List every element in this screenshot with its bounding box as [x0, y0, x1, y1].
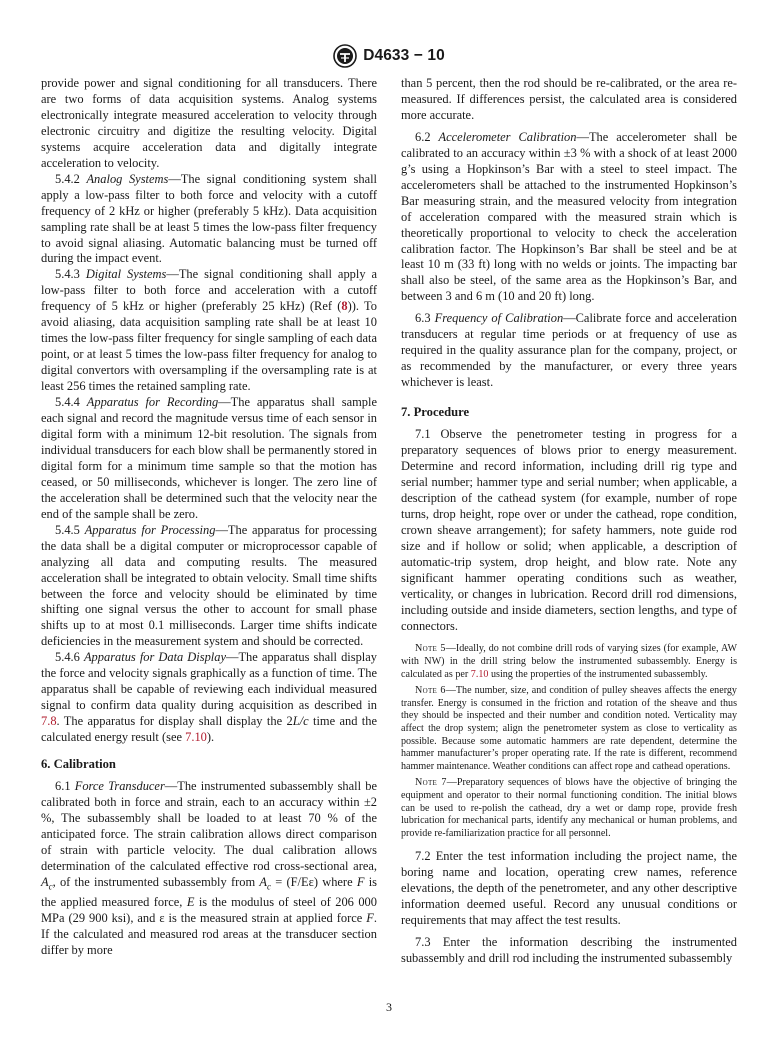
- note-text: —The number, size, and condition of pulley sheaves affects the energy transfer. Energy is consumed in the friction and rotation of the sheave and thus they should be inspected and their number and condition noted. Verticality may affect the drop system; align the penetrometer system as close to verticality as possible. Because some automatic hammers are rate dependent, determine the hammer manufacturer’s proper operating rate. If the rate is different, recommend hammer maintenance. Weather conditions can affect rope and cathead operations.: [401, 685, 737, 772]
- reference-link-7-10[interactable]: 7.10: [185, 730, 207, 745]
- paragraph-intro: provide power and signal conditioning for all transducers. There are two forms of data acquisition systems. Analog systems electronically integrate measured acceleration to velocity through electronic circuitry and digitize the resulting velocity. Digital systems acquire acceleration data and digitally integrate acceleration to velocity.: [41, 76, 377, 170]
- section-title: Force Transducer: [74, 778, 165, 793]
- section-text: . If the calculated and measured rod areas at the transducer section differ by more: [41, 911, 377, 957]
- section-6-1: [41, 779, 377, 959]
- section-number: 6.1: [55, 778, 71, 793]
- section-text: where: [317, 874, 357, 889]
- section-5-4-3: [41, 267, 377, 395]
- section-text: —The apparatus for processing the data shall be a digital computer or microprocessor capable of analyzing all data and computing results. The measured acceleration shall be integrated to obtain velocity. Small time shifts between the force and velocity should be eliminated by time shifting one signal versus the other to account for small phase shifts up to at most 0.1 milliseconds. Larger time shifts indicate deficiencies in the measurement system and should be corrected.: [41, 522, 377, 649]
- section-text: —The signal conditioning shall apply a low-pass filter to both force and acceleration with a cutoff frequency of 5 kHz or higher (preferably 25 kHz) (Ref (: [41, 267, 378, 314]
- section-number: 5.4.6: [55, 650, 80, 665]
- section-7-1: 7.1 Observe the penetrometer testing in progress for a preparatory sequences of blows prior to energy measurement. Determine and record information, including drill rig type and serial number; hammer type and serial number; when applicable, a description of the cathead system (for example, number of rope turns, drop height, rope over or under the cathead, rope condition, crown sheave arrangement); for safety hammers, note guide rod size and if hollow or solid; when applicable, a description of automatic-trip system, drop height, and blow rate. Note any significant hammer operating conditions such as weather, verticality, or changes in lubrication. Record drill rod dimensions, including outside and inside diameters, section lengths, and type of connectors.: [401, 427, 737, 633]
- document-designation: D4633 − 10: [363, 47, 445, 64]
- section-7-3: 7.3 Enter the information describing the instrumented subassembly and drill rod including the instrumented subassembly: [401, 935, 737, 966]
- section-text: ).: [206, 730, 215, 745]
- section-title: Frequency of Calibration: [434, 311, 564, 326]
- astm-logo-icon: [333, 44, 357, 68]
- section-title: Apparatus for Data Display: [83, 650, 226, 665]
- section-title: Digital Systems: [85, 267, 167, 282]
- note-text: using the properties of the instrumented subassembly.: [488, 668, 708, 680]
- section-number: 5.4.2: [55, 171, 80, 186]
- symbol-f: F: [356, 874, 365, 889]
- reference-link-7-10[interactable]: 7.10: [470, 668, 489, 680]
- note-5: [401, 643, 737, 681]
- formula: = (F/Eε): [271, 874, 318, 889]
- section-text: —Calibrate force and acceleration transducers at regular time periods or at frequency of use as required in the quality assurance plan for the company, project, or as recommended by the manufacturer, or every three years whichever is least.: [401, 311, 737, 390]
- section-number: 5.4.4: [55, 395, 80, 410]
- section-text: —The signal conditioning system shall apply a low-pass filter to both force and velocity with a cutoff frequency of 2 kHz or higher (preferably 5 kHz). Data acquisition sampling rate shall be at least 5 times the low-pass filter frequency to avoid signal aliasing. Automatic balancing must be turned off during the impact event.: [41, 171, 377, 266]
- note-label: Note 6: [415, 685, 446, 697]
- section-title: Accelerometer Calibration: [438, 129, 577, 144]
- section-text: )). To avoid aliasing, data acquisition sampling rate shall be at least 10 times the low-pass filter frequency for single sampling of each data point, or at least 5 times the low-pass filter frequency for analog to digital convertors with oversampling if the oversampling rate is at least 256 times the retained sampling rate.: [41, 299, 378, 394]
- section-title: Apparatus for Processing: [84, 522, 216, 537]
- section-text: —The apparatus shall display the force and velocity signals graphically as a function of time. The apparatus shall be capable of reviewing each individual measured signal to confirm data quality during acquisition as described in: [41, 650, 377, 713]
- section-text: is the modulus of steel of 206 000 MPa (29 900 ksi), and ε is the measured strain at applied force: [41, 895, 377, 926]
- reference-link-7-8[interactable]: 7.8: [41, 714, 57, 729]
- section-text: —The apparatus shall sample each signal and record the magnitude versus time of each sensor in digital form with a minimum 12-bit resolution. The signals from individual transducers for each blow shall be permanently stored in digital form for a minimum time sample so that the motion has ceased, or 50 milliseconds, whichever is longer. The zero line of the acceleration shall be determined such that the velocity near the end of the sample shall be zero.: [41, 395, 378, 521]
- section-text: . The apparatus for display shall display the 2: [56, 714, 293, 729]
- section-text: —The accelerometer shall be calibrated to an accuracy within ±3 % with a shock of at least 2000 g’s using a Hopkinson’s Bar with a steel to steel impact. The accelerometers shall be attached to the instrumented Hopkinson’s Bar measuring strain, and the measured velocity from integration of acceleration compared with the measured strain which is theoretically proportional to velocity to check the acceleration calibration factor. The Hopkinson’s Bar shall be steel and be at least 10 m (33 ft) long with no welds or joints. The impacting bar shall also be steel, of the same area as the Hopkinson’s Bar, and between 3 and 6 m (10 and 20 ft) long.: [401, 129, 737, 304]
- section-5-4-6: [41, 650, 377, 746]
- section-number: 6.2: [415, 129, 431, 144]
- section-heading-procedure: 7. Procedure: [401, 405, 470, 420]
- section-text: is the applied measured force,: [41, 874, 377, 910]
- section-text: —The instrumented subassembly shall be calibrated both in force and strain, each to an accuracy within ±2 %, The subassembly shall be loaded to at least 70 % of the anticipated force. The strain calibration allows direct comparison of strain with particle velocity. The dual calibration allows determination of the calculated effective rod cross-sectional area,: [41, 778, 377, 873]
- section-5-4-5: [41, 523, 377, 651]
- symbol-subscript-c: c: [267, 881, 271, 892]
- section-heading-calibration: 6. Calibration: [41, 757, 116, 772]
- symbol-e: E: [186, 895, 195, 910]
- symbol-subscript-c: c: [48, 881, 53, 892]
- section-title: Apparatus for Recording: [86, 395, 219, 410]
- paragraph-continued: than 5 percent, then the rod should be re-calibrated, or the area re-measured. If differences persist, the calculated area is considered more accurate.: [401, 76, 737, 122]
- reference-link-8[interactable]: 8: [341, 299, 348, 314]
- section-text: , of the instrumented subassembly from: [52, 874, 260, 889]
- symbol-lc: L/c: [292, 714, 309, 729]
- section-number: 5.4.3: [55, 267, 80, 282]
- note-label: Note 5: [415, 643, 446, 655]
- note-label: Note 7: [415, 777, 447, 789]
- note-7: [401, 777, 737, 840]
- section-5-4-2: [41, 172, 377, 268]
- section-text: time and the calculated energy result (see: [41, 714, 377, 745]
- section-6-2: [401, 130, 737, 305]
- note-text: —Ideally, do not combine drill rods of varying sizes (for example, AW with NW) in the drill string below the instrumented subassembly. Energy is calculated as per: [401, 643, 737, 680]
- section-number: 5.4.5: [55, 522, 80, 537]
- section-5-4-4: [41, 395, 377, 523]
- page-header: [0, 42, 778, 70]
- left-column: [41, 76, 377, 959]
- page-number: 3: [386, 1000, 392, 1014]
- section-7-2: 7.2 Enter the test information including the project name, the boring name and location, operating crew names, reference elevations, the depth of the penetrometer, and any other descriptive information deemed useful. Record any unusual conditions or requirements that may affect the test results.: [401, 849, 737, 928]
- right-column: [401, 76, 737, 967]
- note-6: [401, 685, 737, 773]
- symbol-a: A: [259, 874, 267, 889]
- section-number: 6.3: [415, 311, 431, 326]
- symbol-a: A: [41, 874, 49, 889]
- section-6-3: [401, 311, 737, 391]
- symbol-f: F: [366, 911, 374, 926]
- note-text: —Preparatory sequences of blows have the objective of bringing the equipment and operator to their normal functioning condition. The initial blows can be used to re-polish the cathead, dry a wet or damp rope, provide fresh lubrication for mechanical parts, identify any mechanical or human problems, and provide re-familiarization practice for all personnel.: [401, 777, 737, 839]
- section-title: Analog Systems: [86, 171, 169, 186]
